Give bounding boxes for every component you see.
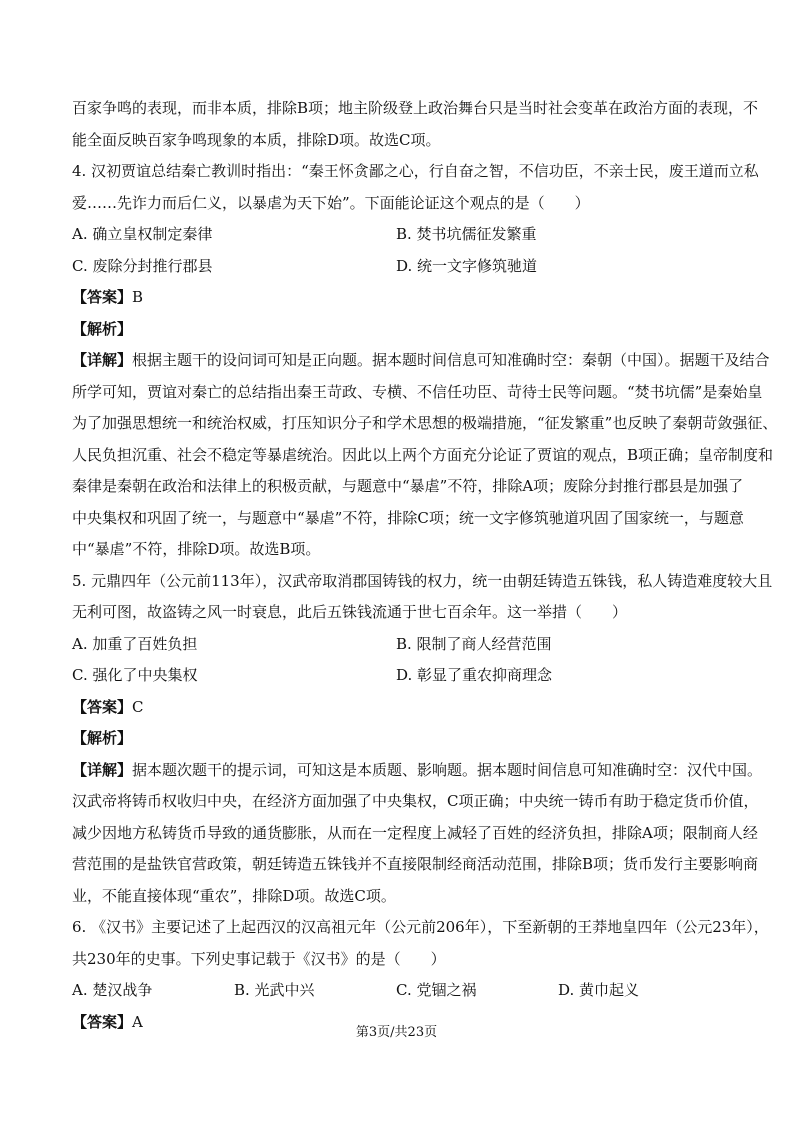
question-5-answer: [72, 692, 732, 724]
detail-label: 【详解】: [72, 351, 133, 369]
question-5-stem: 无利可图，故盗铸之风一时衰息，此后五铢钱流通于世七百余年。这一举措（ ）: [72, 603, 628, 621]
answer-label: 【答案】: [72, 288, 133, 306]
option-a: A. 加重了百姓负担: [72, 634, 198, 653]
text-line: 能全面反映百家争鸣现象的本质，排除D项。故选C项。: [72, 130, 441, 149]
option-c: C. 党锢之祸: [396, 981, 477, 999]
option-b: B. 光武中兴: [234, 981, 315, 999]
option-a: A. 确立皇权制定秦律: [72, 225, 213, 243]
option-c: C. 废除分封推行郡县: [72, 256, 213, 275]
detail-text: 汉武帝将铸币权收归中央，在经济方面加强了中央集权，C项正确；中央统一铸币有助于稳定货币价值，: [72, 792, 759, 810]
detail-text: 中“暴虐”不符，排除D项。故选B项。: [72, 540, 321, 558]
page-number-footer: 第3页/共23页: [355, 1025, 438, 1040]
option-d: D. 彰显了重农抑商理念: [396, 666, 553, 684]
question-6-stem: 6. 《汉书》主要记述了上起西汉的汉高祖元年（公元前206年），下至新朝的王莽地皇四年（公元23年），: [72, 918, 769, 936]
detail-label: 【详解】: [72, 760, 133, 779]
detail-text: 业，不能直接体现“重农”，排除D项。故选C项。: [72, 886, 396, 905]
question-4-stem: 4. 汉初贾谊总结秦亡教训时指出：“秦王怀贪鄙之心，行自奋之智，不信功臣，不亲士民，废王道而立私: [72, 162, 759, 180]
answer-value: B: [132, 288, 144, 306]
question-5-options: [72, 629, 732, 661]
detail-text: 秦律是秦朝在政治和法律上的积极贡献，与题意中“暴虐”不符，排除A项；废除分封推行郡县是加强了: [72, 477, 744, 495]
question-5-stem: 5. 元鼎四年（公元前113年），汉武帝取消郡国铸钱的权力，统一由朝廷铸造五铢钱，私人铸造难度较大且: [72, 571, 773, 590]
detail-text: 据本题次题干的提示词，可知这是本质题、影响题。据本题时间信息可知准确时空：汉代中国。: [132, 760, 763, 779]
page-content: [72, 93, 778, 1038]
answer-label: 【答案】: [72, 697, 133, 716]
detail-text: 人民负担沉重、社会不稳定等暴虐统治。因此以上两个方面充分论证了贾谊的观点，B项正确；皇帝制度和: [72, 445, 774, 464]
text-line: 百家争鸣的表现，而非本质，排除B项；地主阶级登上政治舞台只是当时社会变革在政治方面的表现，不: [72, 99, 759, 117]
detail-text: 为了加强思想统一和统治权威，打压知识分子和学术思想的极端措施，“征发繁重”也反映了秦朝苛敛强征、: [72, 414, 778, 432]
analysis-label: 【解析】: [72, 319, 133, 338]
analysis-label: 【解析】: [72, 729, 133, 747]
detail-text: 中央集权和巩固了统一，与题意中“暴虐”不符，排除C项；统一文字修筑驰道巩固了国家统一，与题意: [72, 508, 744, 527]
question-6-options: [72, 975, 732, 1007]
detail-text: 所学可知，贾谊对秦亡的总结指出秦王苛政、专横、不信任功臣、苛待士民等问题。“焚书坑儒”是秦始皇: [72, 382, 763, 401]
question-5-options: [72, 660, 732, 692]
detail-text: 营范围的是盐铁官营政策，朝廷铸造五铢钱并不直接限制经商活动范围，排除B项；货币发行主要影响商: [72, 855, 759, 873]
option-b: B. 限制了商人经营范围: [396, 634, 552, 653]
answer-value: A: [132, 1012, 143, 1031]
option-c: C. 强化了中央集权: [72, 666, 198, 684]
answer-value: C: [132, 697, 144, 716]
question-4-options: [72, 219, 732, 251]
question-4-options: [72, 251, 732, 283]
option-a: A. 楚汉战争: [72, 981, 153, 999]
detail-text: 根据主题干的设问词可知是正向题。据本题时间信息可知准确时空：秦朝（中国）。据题干及结合: [132, 351, 770, 369]
question-4-detail: [72, 345, 770, 377]
option-d: D. 统一文字修筑驰道: [396, 256, 538, 275]
answer-label: 【答案】: [72, 1012, 133, 1031]
option-d: D. 黄巾起义: [558, 981, 640, 999]
option-b: B. 焚书坑儒征发繁重: [396, 225, 537, 243]
detail-text: 减少因地方私铸货币导致的通货膨胀，从而在一定程度上减轻了百姓的经济负担，排除A项；限制商人经: [72, 823, 758, 842]
question-5-detail: [72, 755, 763, 787]
question-4-stem: 爱……先诈力而后仁义，以暴虐为天下始”。下面能论证这个观点的是（ ）: [72, 193, 590, 212]
question-6-stem: 共230年的史事。下列史事记载于《汉书》的是（ ）: [72, 949, 446, 968]
question-4-answer: [72, 282, 732, 314]
